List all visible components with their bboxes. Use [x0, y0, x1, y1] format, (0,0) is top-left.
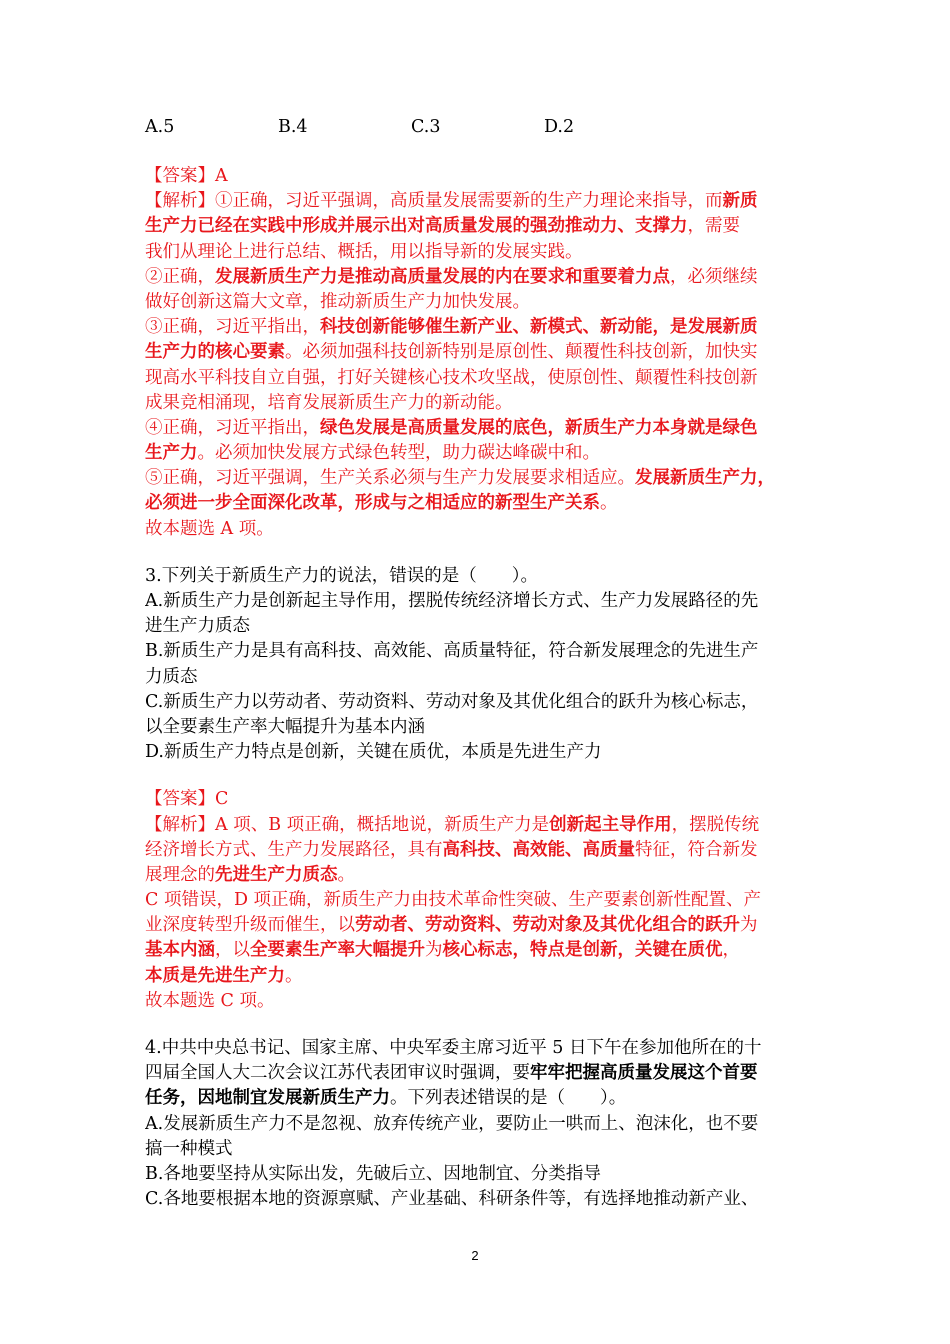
q2-analysis-line: 必须进一步全面深化改革，形成与之相适应的新型生产关系。	[145, 493, 618, 514]
q4-option-c: C.各地要根据本地的资源禀赋、产业基础、科研条件等，有选择地推动新产业、	[145, 1189, 759, 1210]
q3-analysis-line: C 项错误，D 项正确，新质生产力由技术革命性突破、生产要素创新性配置、产	[145, 890, 762, 911]
option-d: D.2	[544, 117, 575, 137]
option-a: A.5	[145, 117, 175, 137]
q3-analysis-line: 【解析】A 项、B 项正确，概括地说，新质生产力是创新起主导作用，摆脱传统	[145, 814, 760, 835]
q3-analysis-line: 基本内涵，以全要素生产率大幅提升为核心标志，特点是创新，关键在质优，	[145, 940, 740, 961]
q3-option-c-cont: 以全要素生产率大幅提升为基本内涵	[145, 716, 425, 737]
q2-answer-block	[145, 164, 813, 542]
q3-conclusion: 故本题选 C 项。	[145, 990, 275, 1011]
q4-stem: 四届全国人大二次会议江苏代表团审议时强调，要牢牢把握高质量发展这个首要	[145, 1063, 758, 1084]
q3-option-a-cont: 进生产力质态	[145, 616, 250, 637]
q3-option-b: B.新质生产力是具有高科技、高效能、高质量特征，符合新发展理念的先进生产	[145, 641, 759, 662]
q4-option-b: B.各地要坚持从实际出发，先破后立、因地制宜、分类指导	[145, 1163, 601, 1184]
q3-option-c: C.新质生产力以劳动者、劳动资料、劳动对象及其优化组合的跃升为核心标志，	[145, 691, 759, 712]
q4-option-a: A.发展新质生产力不是忽视、放弃传统产业，要防止一哄而上、泡沫化，也不要	[145, 1113, 759, 1134]
q4-stem: 4.中共中央总书记、国家主席、中央军委主席习近平 5 日下午在参加他所在的十	[145, 1038, 762, 1058]
q2-analysis-line: ②正确，发展新质生产力是推动高质量发展的内在要求和重要着力点，必须继续	[145, 266, 758, 287]
q4-stem: 任务，因地制宜发展新质生产力。下列表述错误的是（ ）。	[145, 1088, 627, 1109]
q2-analysis-line: ③正确，习近平指出，科技创新能够催生新产业、新模式、新动能，是发展新质	[145, 317, 758, 338]
q2-conclusion: 故本题选 A 项。	[145, 518, 274, 539]
q2-analysis-line: ⑤正确，习近平强调，生产关系必须与生产力发展要求相适应。发展新质生产力，	[145, 468, 775, 489]
option-b: B.4	[278, 117, 308, 137]
q2-answer: 【答案】A	[145, 166, 228, 186]
q2-analysis-line: 成果竞相涌现，培育发展新质生产力的新动能。	[145, 392, 513, 413]
q3-answer-block	[145, 787, 813, 1014]
question-3	[145, 564, 813, 766]
q4-option-a-cont: 搞一种模式	[145, 1138, 233, 1159]
q2-analysis-line: ④正确，习近平指出，绿色发展是高质量发展的底色，新质生产力本身就是绿色	[145, 417, 758, 438]
q3-analysis-line: 业深度转型升级而催生，以劳动者、劳动资料、劳动对象及其优化组合的跃升为	[145, 915, 758, 936]
q2-analysis-line: 现高水平科技自立自强，打好关键核心技术攻坚战，使原创性、颠覆性科技创新	[145, 367, 758, 388]
q2-analysis-line: 【解析】①正确，习近平强调，高质量发展需要新的生产力理论来指导，而新质	[145, 191, 758, 212]
page-content	[145, 112, 813, 1212]
q2-analysis-line: 做好创新这篇大文章，推动新质生产力加快发展。	[145, 291, 530, 312]
option-c: C.3	[411, 117, 441, 137]
q3-analysis-line: 展理念的先进生产力质态。	[145, 864, 355, 885]
q3-analysis-line: 经济增长方式、生产力发展路径，具有高科技、高效能、高质量特征，符合新发	[145, 839, 758, 860]
q2-options	[145, 112, 813, 142]
q2-analysis-line: 生产力已经在实践中形成并展示出对高质量发展的强劲推动力、支撑力，需要	[145, 216, 740, 237]
q3-stem: 3.下列关于新质生产力的说法，错误的是（ ）。	[145, 565, 538, 586]
q3-option-b-cont: 力质态	[145, 666, 198, 687]
q3-answer: 【答案】C	[145, 789, 229, 810]
question-4	[145, 1036, 813, 1212]
q2-analysis-line: 生产力。必须加快发展方式绿色转型，助力碳达峰碳中和。	[145, 443, 600, 464]
q2-analysis-line: 生产力的核心要素。必须加强科技创新特别是原创性、颠覆性科技创新，加快实	[145, 342, 758, 363]
q3-option-d: D.新质生产力特点是创新，关键在质优，本质是先进生产力	[145, 742, 602, 763]
page-number: 2	[471, 1248, 479, 1263]
q2-analysis-line: 我们从理论上进行总结、概括，用以指导新的发展实践。	[145, 241, 583, 262]
q3-analysis-line: 本质是先进生产力。	[145, 965, 303, 986]
q3-option-a: A.新质生产力是创新起主导作用，摆脱传统经济增长方式、生产力发展路径的先	[145, 591, 759, 611]
